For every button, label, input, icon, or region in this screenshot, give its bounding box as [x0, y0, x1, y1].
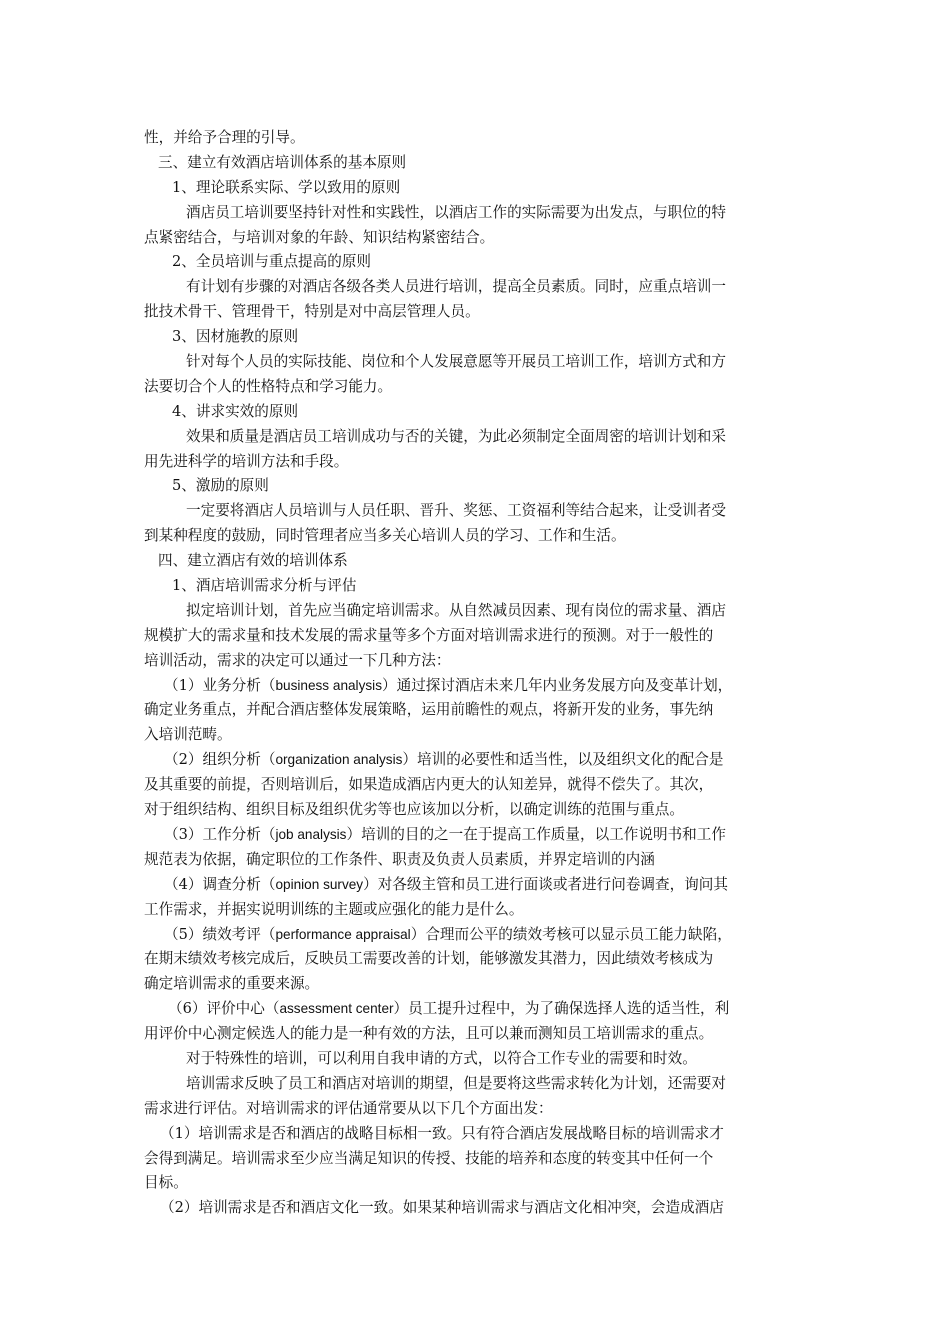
text-line: 对于特殊性的培训，可以利用自我申请的方式，以符合工作专业的需要和时效。: [186, 1049, 697, 1067]
text-line: 用评价中心测定候选人的能力是一种有效的方法，且可以兼而测知员工培训需求的重点。: [144, 1025, 714, 1043]
text-line: 点紧密结合，与培训对象的年龄、知识结构紧密结合。: [144, 228, 495, 246]
text-line: 在期末绩效考核完成后，反映员工需要改善的计划，能够激发其潜力，因此绩效考核成为: [144, 950, 714, 968]
text-line: 会得到满足。培训需求至少应当满足知识的传授、技能的培养和态度的转变其中任何一个: [144, 1149, 714, 1167]
text-line: （4）调查分析（opinion survey）对各级主管和员工进行面谈或者进行问卷调查，询问其: [164, 875, 728, 893]
text-line: 针对每个人员的实际技能、岗位和个人发展意愿等开展员工培训工作，培训方式和方: [186, 353, 726, 371]
text-line: 2、全员培训与重点提高的原则: [172, 253, 372, 271]
text-line: 确定培训需求的重要来源。: [144, 975, 320, 993]
document-body: [144, 126, 812, 1221]
text-line: 培训活动，需求的决定可以通过一下几种方法：: [144, 651, 451, 669]
text-line: （2）组织分析（organization analysis）培训的必要性和适当性，以及组织文化的配合是: [164, 751, 724, 769]
text-line: 及其重要的前提，否则培训后，如果造成酒店内更大的认知差异，就得不偿失了。其次，: [144, 776, 714, 794]
text-line: （3）工作分析（job analysis）培训的目的之一在于提高工作质量，以工作说明书和工作: [164, 825, 726, 843]
text-line: 四、建立酒店有效的培训体系: [158, 552, 348, 570]
text-line: 目标。: [144, 1174, 188, 1192]
text-line: （1）培训需求是否和酒店的战略目标相一致。只有符合酒店发展战略目标的培训需求才: [160, 1124, 724, 1142]
text-line: 确定业务重点，并配合酒店整体发展策略，运用前瞻性的观点，将新开发的业务，事先纳: [144, 701, 714, 719]
text-line: 规模扩大的需求量和技术发展的需求量等多个方面对培训需求进行的预测。对于一般性的: [144, 626, 714, 644]
text-line: 一定要将酒店人员培训与人员任职、晋升、奖惩、工资福利等结合起来，让受训者受: [186, 502, 726, 520]
text-line: 培训需求反映了员工和酒店对培训的期望，但是要将这些需求转化为计划，还需要对: [186, 1074, 726, 1092]
text-line: 入培训范畴。: [144, 726, 232, 744]
text-line: 3、因材施教的原则: [172, 328, 299, 346]
text-line: 性，并给予合理的引导。: [144, 129, 305, 146]
text-line: （5）绩效考评（performance appraisal）合理而公平的绩效考核可以显示员工能力缺陷，: [164, 925, 732, 943]
text-line: 4、讲求实效的原则: [172, 402, 299, 420]
text-line: 1、酒店培训需求分析与评估: [172, 577, 357, 595]
text-line: （6）评价中心（assessment center）员工提升过程中，为了确保选择人选的适当性，利: [168, 1000, 730, 1018]
text-line: 批技术骨干、管理骨干，特别是对中高层管理人员。: [144, 303, 480, 321]
text-line: 到某种程度的鼓励，同时管理者应当多关心培训人员的学习、工作和生活。: [144, 527, 626, 545]
text-line: 法要切合个人的性格特点和学习能力。: [144, 377, 393, 395]
text-line: （2）培训需求是否和酒店文化一致。如果某种培训需求与酒店文化相冲突，会造成酒店: [160, 1199, 724, 1217]
text-line: 有计划有步骤的对酒店各级各类人员进行培训，提高全员素质。同时，应重点培训一: [186, 278, 726, 296]
text-line: 5、激励的原则: [172, 477, 269, 495]
text-line: 拟定培训计划，首先应当确定培训需求。从自然减员因素、现有岗位的需求量、酒店: [186, 601, 726, 619]
text-line: 1、理论联系实际、学以致用的原则: [172, 178, 401, 196]
text-line: 需求进行评估。对培训需求的评估通常要从以下几个方面出发：: [144, 1099, 553, 1117]
text-line: 效果和质量是酒店员工培训成功与否的关键，为此必须制定全面周密的培训计划和采: [186, 427, 726, 445]
text-line: 酒店员工培训要坚持针对性和实践性，以酒店工作的实际需要为出发点，与职位的特: [186, 203, 726, 221]
text-line: （1）业务分析（business analysis）通过探讨酒店未来几年内业务发展方向及变革计划，: [164, 676, 733, 694]
text-line: 用先进科学的培训方法和手段。: [144, 452, 349, 470]
text-line: 三、建立有效酒店培训体系的基本原则: [158, 153, 407, 171]
text-line: 对于组织结构、组织目标及组织优劣等也应该加以分析，以确定训练的范围与重点。: [144, 801, 684, 819]
text-line: 工作需求，并据实说明训练的主题或应强化的能力是什么。: [144, 900, 524, 918]
text-line: 规范表为依据，确定职位的工作条件、职责及负责人员素质，并界定培训的内涵: [144, 850, 655, 868]
